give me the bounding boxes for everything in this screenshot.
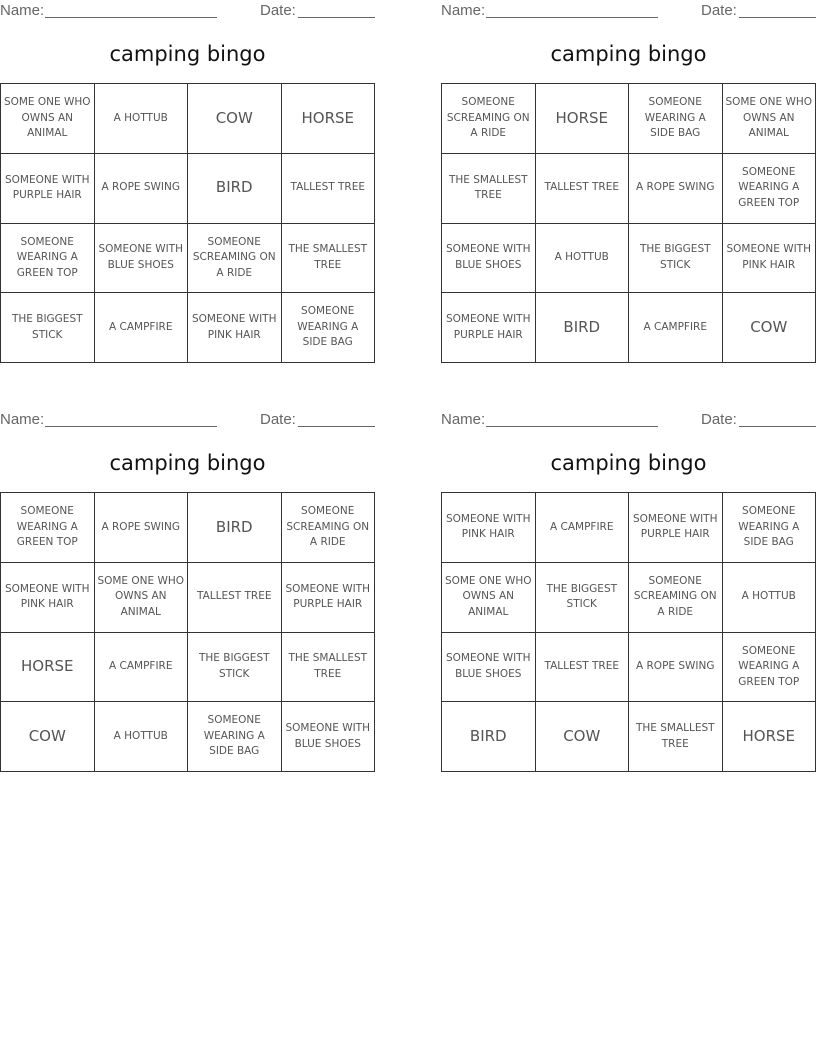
date-label: Date:: [701, 2, 737, 19]
bingo-cell: SOMEONE WITH PURPLE HAIR: [1, 153, 95, 223]
name-label: Name:: [441, 2, 486, 19]
bingo-cell: TALLEST TREE: [281, 153, 375, 223]
bingo-cell: THE BIGGEST STICK: [629, 223, 723, 293]
bingo-cell: HORSE: [1, 632, 95, 702]
name-blank-line: [486, 426, 658, 427]
bingo-cell: SOMEONE WITH BLUE SHOES: [94, 223, 188, 293]
card-title: camping bingo: [109, 451, 266, 475]
bingo-cell: A ROPE SWING: [629, 153, 723, 223]
bingo-card: [0, 0, 375, 365]
date-blank-line: [298, 17, 375, 18]
bingo-cell: BIRD: [442, 702, 536, 772]
card-title: camping bingo: [109, 42, 266, 66]
bingo-row: [442, 223, 816, 293]
name-label: Name:: [441, 411, 486, 428]
date-blank-line: [739, 17, 816, 18]
bingo-cell: HORSE: [535, 84, 629, 154]
bingo-row: [442, 632, 816, 702]
bingo-card: [0, 409, 375, 774]
date-blank-line: [298, 426, 375, 427]
card-header: [0, 411, 375, 431]
bingo-cell: SOMEONE WITH PINK HAIR: [722, 223, 816, 293]
date-label: Date:: [701, 411, 737, 428]
bingo-cell: COW: [1, 702, 95, 772]
bingo-cell: SOMEONE WITH BLUE SHOES: [281, 702, 375, 772]
bingo-cell: COW: [535, 702, 629, 772]
bingo-row: [1, 293, 375, 363]
name-blank-line: [486, 17, 658, 18]
bingo-card: [441, 0, 816, 365]
bingo-cell: SOME ONE WHO OWNS AN ANIMAL: [1, 84, 95, 154]
bingo-cell: COW: [188, 84, 282, 154]
bingo-cell: TALLEST TREE: [188, 562, 282, 632]
name-blank-line: [45, 17, 217, 18]
bingo-cell: SOMEONE SCREAMING ON A RIDE: [188, 223, 282, 293]
bingo-row: [1, 153, 375, 223]
bingo-cell: A ROPE SWING: [629, 632, 723, 702]
card-header: [441, 2, 816, 22]
card-header: [0, 2, 375, 22]
bingo-cell: A HOTTUB: [94, 84, 188, 154]
bingo-row: [1, 702, 375, 772]
date-label: Date:: [260, 2, 296, 19]
bingo-cell: A HOTTUB: [722, 562, 816, 632]
bingo-cell: A CAMPFIRE: [94, 293, 188, 363]
bingo-row: [1, 493, 375, 563]
name-blank-line: [45, 426, 217, 427]
bingo-row: [1, 632, 375, 702]
bingo-cell: A CAMPFIRE: [629, 293, 723, 363]
bingo-cell: SOMEONE WEARING A SIDE BAG: [281, 293, 375, 363]
bingo-cell: THE BIGGEST STICK: [188, 632, 282, 702]
bingo-cell: SOMEONE WITH BLUE SHOES: [442, 632, 536, 702]
bingo-cell: SOMEONE WITH PURPLE HAIR: [281, 562, 375, 632]
bingo-cell: BIRD: [188, 493, 282, 563]
bingo-cell: SOMEONE WEARING A SIDE BAG: [722, 493, 816, 563]
bingo-cell: BIRD: [535, 293, 629, 363]
bingo-cell: SOMEONE WEARING A GREEN TOP: [722, 153, 816, 223]
bingo-cell: SOMEONE WEARING A SIDE BAG: [629, 84, 723, 154]
bingo-cell: A ROPE SWING: [94, 493, 188, 563]
bingo-cell: TALLEST TREE: [535, 632, 629, 702]
bingo-cell: HORSE: [281, 84, 375, 154]
bingo-row: [442, 293, 816, 363]
bingo-cell: A ROPE SWING: [94, 153, 188, 223]
bingo-row: [1, 223, 375, 293]
bingo-cell: SOMEONE WITH PURPLE HAIR: [442, 293, 536, 363]
bingo-cell: A HOTTUB: [94, 702, 188, 772]
date-label: Date:: [260, 411, 296, 428]
bingo-cell: THE SMALLEST TREE: [281, 632, 375, 702]
name-label: Name:: [0, 411, 45, 428]
bingo-row: [442, 153, 816, 223]
date-blank-line: [739, 426, 816, 427]
bingo-cell: SOMEONE WITH PINK HAIR: [442, 493, 536, 563]
bingo-grid: [0, 83, 375, 363]
bingo-cell: SOMEONE WEARING A GREEN TOP: [1, 493, 95, 563]
bingo-cell: SOMEONE WEARING A GREEN TOP: [722, 632, 816, 702]
bingo-cell: THE BIGGEST STICK: [1, 293, 95, 363]
bingo-cell: TALLEST TREE: [535, 153, 629, 223]
bingo-card: [441, 409, 816, 774]
bingo-cell: SOMEONE SCREAMING ON A RIDE: [629, 562, 723, 632]
bingo-row: [442, 493, 816, 563]
bingo-cell: THE SMALLEST TREE: [281, 223, 375, 293]
bingo-cell: THE BIGGEST STICK: [535, 562, 629, 632]
bingo-cell: SOMEONE WITH PURPLE HAIR: [629, 493, 723, 563]
name-label: Name:: [0, 2, 45, 19]
bingo-cell: SOMEONE WITH PINK HAIR: [188, 293, 282, 363]
bingo-cell: COW: [722, 293, 816, 363]
bingo-cell: A CAMPFIRE: [94, 632, 188, 702]
bingo-cell: THE SMALLEST TREE: [442, 153, 536, 223]
card-title: camping bingo: [550, 42, 707, 66]
bingo-cell: SOMEONE WITH PINK HAIR: [1, 562, 95, 632]
bingo-cell: SOMEONE WEARING A GREEN TOP: [1, 223, 95, 293]
bingo-cell: SOME ONE WHO OWNS AN ANIMAL: [94, 562, 188, 632]
card-header: [441, 411, 816, 431]
bingo-cell: A HOTTUB: [535, 223, 629, 293]
bingo-cell: SOME ONE WHO OWNS AN ANIMAL: [722, 84, 816, 154]
bingo-cell: SOMEONE WITH BLUE SHOES: [442, 223, 536, 293]
bingo-grid: [441, 492, 816, 772]
bingo-row: [1, 84, 375, 154]
bingo-cell: HORSE: [722, 702, 816, 772]
card-title: camping bingo: [550, 451, 707, 475]
bingo-grid: [441, 83, 816, 363]
bingo-cell: A CAMPFIRE: [535, 493, 629, 563]
bingo-row: [442, 84, 816, 154]
bingo-cell: SOME ONE WHO OWNS AN ANIMAL: [442, 562, 536, 632]
bingo-grid: [0, 492, 375, 772]
bingo-cell: BIRD: [188, 153, 282, 223]
bingo-cell: SOMEONE SCREAMING ON A RIDE: [281, 493, 375, 563]
bingo-row: [442, 562, 816, 632]
bingo-row: [442, 702, 816, 772]
bingo-row: [1, 562, 375, 632]
bingo-cell: SOMEONE WEARING A SIDE BAG: [188, 702, 282, 772]
bingo-cell: SOMEONE SCREAMING ON A RIDE: [442, 84, 536, 154]
bingo-cell: THE SMALLEST TREE: [629, 702, 723, 772]
